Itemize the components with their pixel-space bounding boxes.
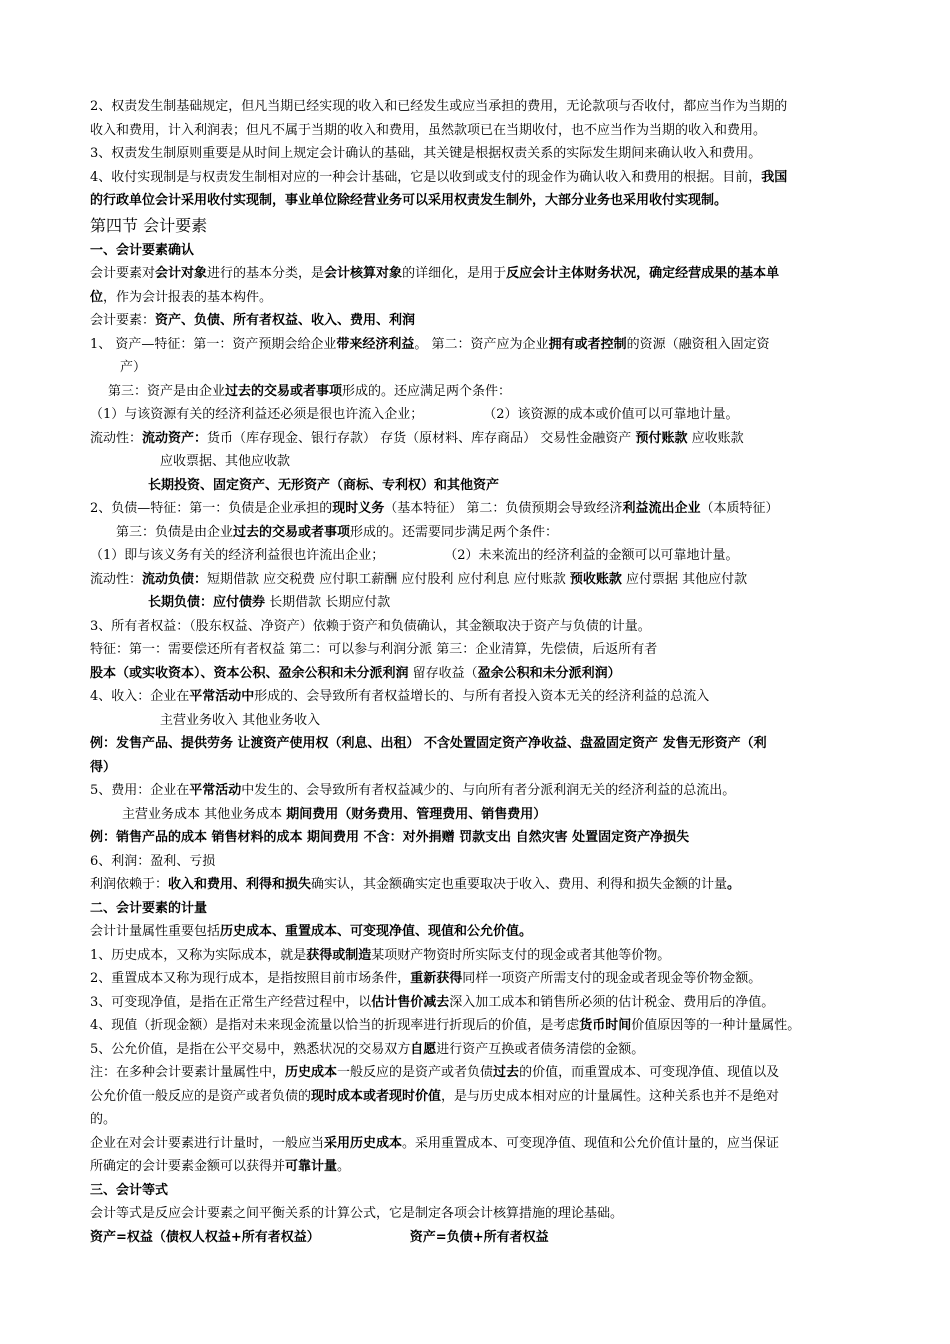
asset-liquidity-line2: 应收票据、其他应收款 — [160, 454, 291, 469]
note-line3: 的。 — [90, 1112, 117, 1127]
note-line2: 公允价值一般反应的是资产或者负债的现时成本或者现时价值，是与历史成本相对应的计量属性。这种关系也并不是绝对 — [90, 1088, 780, 1104]
asset-features-line2: 产） — [120, 360, 147, 375]
asset-features-line1: 1、 资产—特征：第一：资产预期会给企业带来经济利益。 第二：资产应为企业拥有或者控制的资源（融资租入固定资 — [90, 336, 770, 352]
measure-net-realizable: 3、可变现净值，是指在正常生产经营过程中，以估计售价减去深入加工成本和销售所必须的估计税金、费用后的净值。 — [90, 994, 775, 1010]
liability-noncurrent: 长期负债：应付债券 长期借款 长期应付款 — [148, 595, 391, 610]
revenue-types: 主营业务收入 其他业务收入 — [160, 712, 321, 728]
measure-historical-cost: 1、历史成本，又称为实际成本，就是获得或制造某项财产物资时所实际支付的现金或者其他等价物。 — [90, 947, 671, 963]
liability-conditions: （1）即与该义务有关的经济利益很也许流出企业； （2）未来流出的经济利益的金额可以可靠地计量。 — [90, 548, 739, 563]
heading-equation: 三、会计等式 — [90, 1182, 169, 1198]
measure-policy-line2: 所确定的会计要素金额可以获得并可靠计量。 — [90, 1159, 351, 1174]
para-accrual-2-line1: 2、权责发生制基础规定，但凡当期已经实现的收入和已经发生或应当承担的费用，无论款项与否收付，都应当作为当期的 — [90, 99, 788, 114]
equity-def: 3、所有者权益：（股东权益、净资产）依赖于资产和负债确认，其金额取决于资产与负债的计量。 — [90, 618, 651, 634]
para-accrual-3: 3、权责发生制原则重要是从时间上规定会计确认的基础，其关键是根据权责关系的实际发生期间来确认收入和费用。 — [90, 146, 762, 161]
revenue-examples-line1: 例：发售产品、提供劳务 让渡资产使用权（利息、出租） 不含处置固定资产净收益、盘盈固定资产 发售无形资产（利 — [90, 736, 767, 751]
heading-recognition: 一、会计要素确认 — [90, 242, 195, 258]
equations: 资产=权益（债权人权益+所有者权益） 资产=负债+所有者权益 — [90, 1229, 549, 1245]
revenue-examples-line2: 得） — [90, 759, 117, 775]
equity-features: 特征：第一：需要偿还所有者权益 第二：可以参与利润分派 第三：企业清算，先偿债，后返所有者 — [90, 642, 658, 657]
measure-present-value: 4、现值（折现金额）是指对未来现金流量以恰当的折现率进行折现后的价值，是考虑货币时间价值原因等的一种计量属性。 — [90, 1018, 801, 1033]
liability-features-line2: 第三：负债是由企业过去的交易或者事项形成的。还需要同步满足两个条件： — [116, 524, 559, 540]
expense-types: 主营业务成本 其他业务成本 期间费用（财务费用、管理费用、销售费用） — [122, 806, 547, 822]
liability-features-line1: 2、负债—特征：第一：负债是企业承担的现时义务（基本特征） 第二：负债预期会导致经济利益流出企业（本质特征） — [90, 501, 779, 516]
heading-measurement: 二、会计要素的计量 — [90, 900, 208, 916]
equation-def: 会计等式是反应会计要素之间平衡关系的计算公式，它是制定各项会计核算措施的理论基础。 — [90, 1206, 624, 1221]
asset-conditions: （1）与该资源有关的经济利益还必须是很也许流入企业； （2）该资源的成本或价值可以可靠地计量。 — [90, 407, 739, 422]
para-elements-def-line1: 会计要素对会计对象进行的基本分类，是会计核算对象的详细化，是用于反应会计主体财务状况，确定经营成果的基本单 — [90, 266, 780, 281]
revenue-def: 4、收入：企业在平常活动中形成的、会导致所有者权益增长的、与所有者投入资本无关的经济利益的总流入 — [90, 689, 710, 704]
note-line1: 注：在多种会计要素计量属性中，历史成本一般反应的是资产或者负债过去的价值，而重置成本、可变现净值、现值以及 — [90, 1065, 780, 1080]
expense-def: 5、费用：企业在平常活动中发生的、会导致所有者权益减少的、与向所有者分派利润无关的经济利益的总流出。 — [90, 783, 736, 798]
measure-attributes: 会计计量属性重要包括历史成本、重置成本、可变现净值、现值和公允价值。 — [90, 924, 533, 939]
measure-fair-value: 5、公允价值，是指在公平交易中，熟悉状况的交易双方自愿进行资产互换或者债务清偿的金额。 — [90, 1041, 645, 1057]
measure-replacement-cost: 2、重置成本又称为现行成本，是指按照目前市场条件，重新获得同样一项资产所需支付的现金或者现金等价物金额。 — [90, 971, 762, 986]
liability-liquidity-line1: 流动性：流动负债：短期借款 应交税费 应付职工薪酬 应付股利 应付利息 应付账款 预收账款 应付票据 其他应付款 — [90, 571, 748, 587]
expense-examples: 例：销售产品的成本 销售材料的成本 期间费用 不含：对外捐赠 罚款支出 自然灾害 处置固定资产净损失 — [90, 830, 690, 845]
asset-liquidity-line1: 流动性：流动资产：货币（库存现金、银行存款） 存货（原材料、库存商品） 交易性金融资产 预付账款 应收账款 — [90, 430, 744, 446]
profit-def: 6、利润：盈利、亏损 — [90, 853, 216, 869]
asset-noncurrent: 长期投资、固定资产、无形资产（商标、专利权）和其他资产 — [148, 477, 500, 493]
section-title: 第四节 会计要素 — [90, 215, 208, 235]
measure-policy-line1: 企业在对会计要素进行计量时，一般应当采用历史成本。采用重置成本、可变现净值、现值和公允价值计量的，应当保证 — [90, 1135, 780, 1151]
para-cash-basis-line1: 4、收付实现制是与权责发生制相对应的一种会计基础，它是以收到或支付的现金作为确认收入和费用的根据。目前，我国 — [90, 169, 788, 185]
para-accrual-2-line2: 收入和费用，计入利润表；但凡不属于当期的收入和费用，虽然款项已在当期收付，也不应当作为当期的收入和费用。 — [90, 122, 767, 138]
profit-depends: 利润依赖于：收入和费用、利得和损失确实认，其金额确实定也重要取决于收入、费用、利得和损失金额的计量。 — [90, 877, 741, 892]
para-cash-basis-line2: 的行政单位会计采用收付实现制，事业单位除经营业务可以采用权责发生制外，大部分业务也采用收付实现制。 — [90, 193, 728, 208]
para-elements-def-line2: 位，作为会计报表的基本构件。 — [90, 289, 273, 305]
asset-features-line3: 第三：资产是由企业过去的交易或者事项形成的。还应满足两个条件： — [108, 383, 512, 399]
para-elements-list: 会计要素：资产、负债、所有者权益、收入、费用、利润 — [90, 313, 416, 328]
equity-components: 股本（或实收资本）、资本公积、盈余公积和未分派利润 留存收益（盈余公积和未分派利润） — [90, 665, 621, 681]
